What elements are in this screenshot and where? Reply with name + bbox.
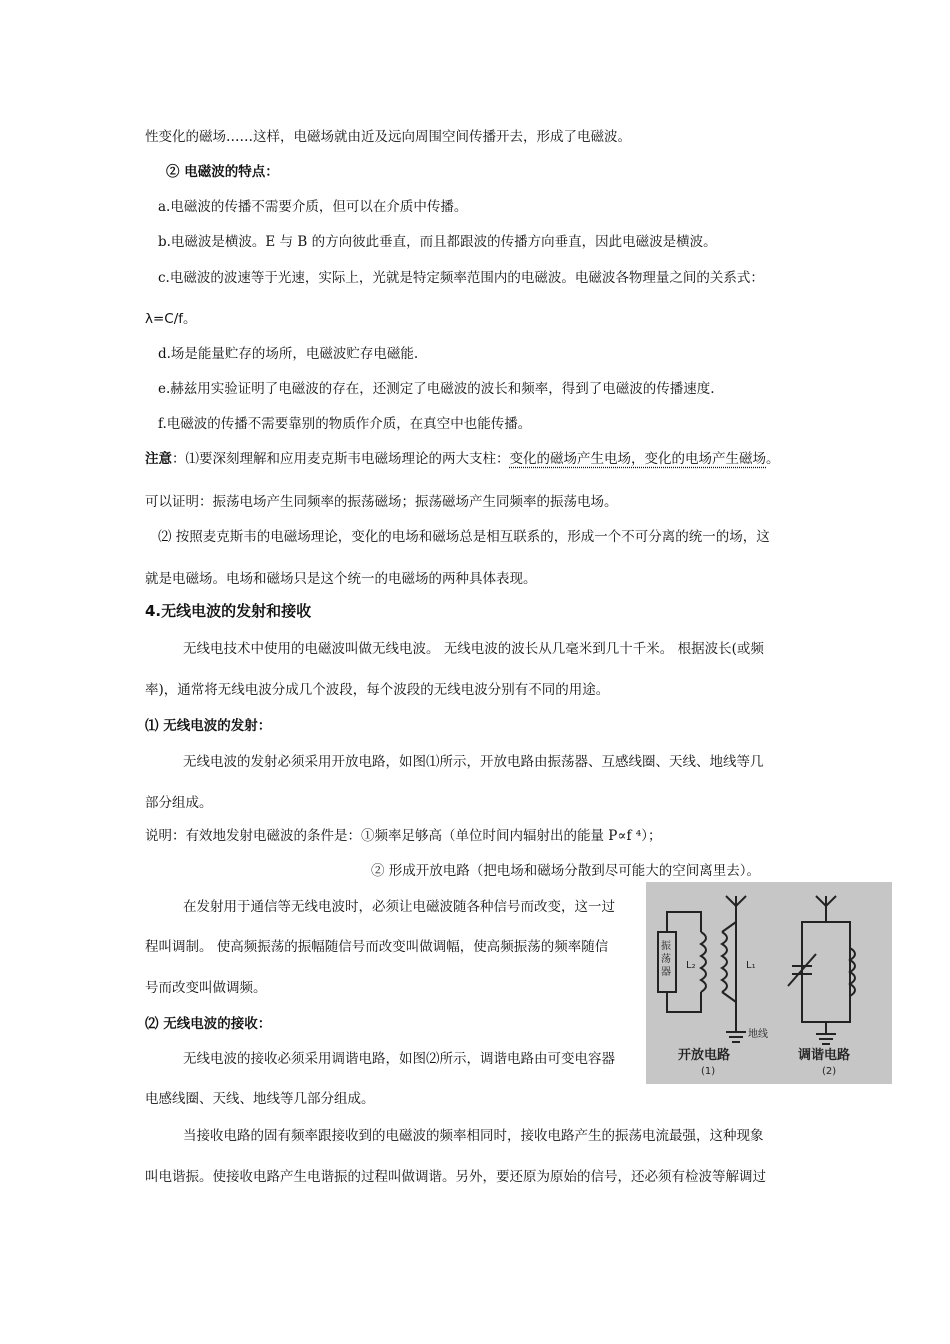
note-emphasis: 变化的磁场产生电场，变化的电场产生磁场 (509, 451, 766, 467)
resonance-line-1: 当接收电路的固有频率跟接收到的电磁波的频率相同时，接收电路产生的振荡电流最强，这种现象 (183, 1128, 764, 1144)
circuit-figure (646, 882, 892, 1084)
feature-b: b.电磁波是横波。E 与 B 的方向彼此垂直，而且都跟波的传播方向垂直，因此电磁波是横波。 (158, 234, 717, 250)
transmit-line-1: 无线电波的发射必须采用开放电路，如图⑴所示，开放电路由振荡器、互感线圈、天线、地线等几 (183, 754, 764, 770)
note-end: 。 (766, 451, 780, 467)
note-line-1 (145, 450, 780, 468)
feature-c: c.电磁波的波速等于光速，实际上，光就是特定频率范围内的电磁波。电磁波各物理量之间的关系式： (158, 270, 764, 286)
modulation-line-1: 在发射用于通信等无线电波时，必须让电磁波随各种信号而改变，这一过 (183, 899, 615, 915)
note-line-4: 就是电磁场。电场和磁场只是这个统一的电磁场的两种具体表现。 (145, 571, 537, 587)
coil-l1-label: L₁ (746, 960, 756, 971)
ground-label: 地线 (748, 1029, 768, 1040)
modulation-line-2: 程叫调制。 使高频振荡的振幅随信号而改变叫做调幅，使高频振荡的频率随信 (145, 939, 609, 955)
feature-e: e.赫兹用实验证明了电磁波的存在，还测定了电磁波的波长和频率，得到了电磁波的传播速度. (158, 381, 715, 397)
caption-open-circuit: 开放电路 (678, 1048, 731, 1063)
section-heading-features: ② 电磁波的特点： (166, 164, 279, 180)
radio-para-line-1: 无线电技术中使用的电磁波叫做无线电波。 无线电波的波长从几毫米到几十千米。 根据波长(或频 (183, 641, 764, 657)
transmit-line-2: 部分组成。 (145, 795, 213, 811)
transmit-note-2: ② 形成开放电路（把电场和磁场分散到尽可能大的空间离里去）。 (371, 863, 761, 879)
subheading-receive: ⑵ 无线电波的接收： (145, 1016, 272, 1032)
note-line-3: ⑵ 按照麦克斯韦的电磁场理论，变化的电场和磁场总是相互联系的，形成一个不可分离的统一的场，这 (158, 529, 770, 545)
caption-number-1: (1) (701, 1066, 716, 1077)
caption-number-2: (2) (822, 1066, 837, 1077)
oscillator-label: 振荡器 (661, 941, 671, 978)
resonance-line-2: 叫电谐振。使接收电路产生电谐振的过程叫做调谐。另外，要还原为原始的信号，还必须有检波等解调过 (145, 1169, 766, 1185)
radio-para-line-2: 率)，通常将无线电波分成几个波段，每个波段的无线电波分别有不同的用途。 (145, 682, 610, 698)
modulation-line-3: 号而改变叫做调频。 (145, 980, 267, 996)
feature-d: d.场是能量贮存的场所，电磁波贮存电磁能. (158, 346, 419, 362)
receive-line-2: 电感线圈、天线、地线等几部分组成。 (145, 1091, 375, 1107)
paragraph-line: 性变化的磁场……这样，电磁场就由近及远向周围空间传播开去，形成了电磁波。 (145, 129, 631, 145)
note-label: 注意 (145, 451, 172, 467)
coil-l2-label: L₂ (686, 960, 696, 971)
feature-a: a.电磁波的传播不需要介质，但可以在介质中传播。 (158, 199, 468, 215)
subheading-transmit: ⑴ 无线电波的发射： (145, 718, 272, 734)
note-text: ：⑴要深刻理解和应用麦克斯韦电磁场理论的两大支柱： (172, 451, 510, 467)
transmit-note-1: 说明：有效地发射电磁波的条件是：①频率足够高（单位时间内辐射出的能量 P∝f ⁴）； (145, 828, 662, 844)
formula: λ=C/f。 (145, 311, 197, 327)
feature-f: f.电磁波的传播不需要靠别的物质作介质，在真空中也能传播。 (158, 416, 532, 432)
note-line-2: 可以证明：振荡电场产生同频率的振荡磁场；振荡磁场产生同频率的振荡电场。 (145, 494, 618, 510)
section-heading-4: 4.无线电波的发射和接收 (145, 602, 312, 620)
receive-line-1: 无线电波的接收必须采用调谐电路，如图⑵所示，调谐电路由可变电容器 (183, 1051, 615, 1067)
caption-tuned-circuit: 调谐电路 (798, 1048, 851, 1063)
